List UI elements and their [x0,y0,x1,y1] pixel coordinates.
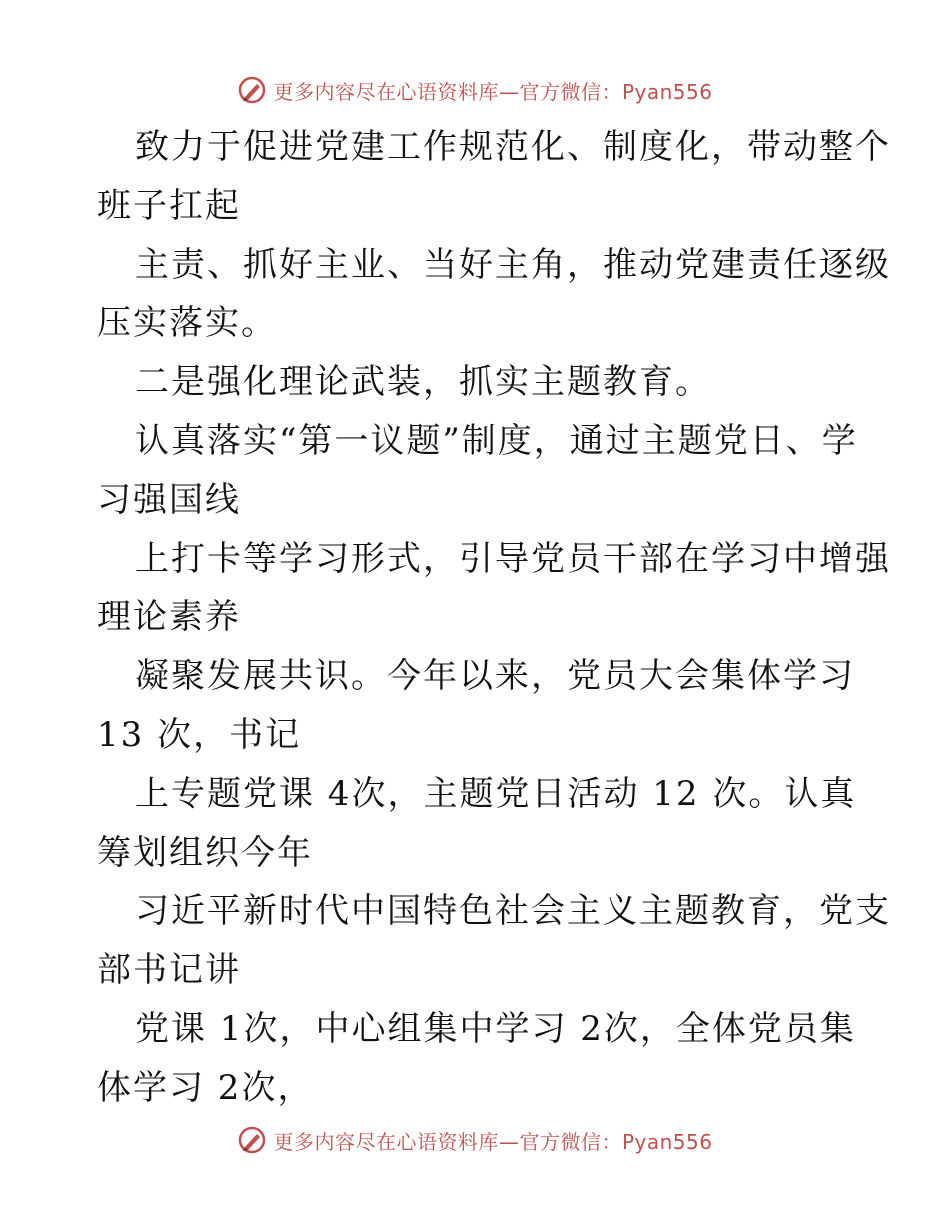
text-line: 上打卡等学习形式，引导党员干部在学习中增强 [135,538,891,579]
footer-site-name: 更多内容尽在心语资料库— [273,1129,520,1154]
text-line: 筹划组织今年 [97,832,313,873]
text-line: 认真落实“第一议题”制度，通过主题党日、学 [135,420,858,461]
text-line: 习近平新时代中国特色社会主义主题教育，党支 [135,891,891,932]
header-banner [0,70,950,110]
document-body [97,118,891,1118]
pen-logo-icon [237,75,267,105]
text-line: 习强国线 [97,479,241,520]
text-line: 13 次，书记 [97,714,302,755]
text-line: 班子扛起 [97,185,241,226]
text-line: 理论素养 [97,597,241,638]
text-line: 主责、抓好主业、当好主角，推动党建责任逐级 [135,244,891,285]
header-site-name: 更多内容尽在心语资料库— [273,79,520,104]
text-line: 凝聚发展共识。今年以来，党员大会集体学习 [135,656,855,697]
text-line: 压实落实。 [97,303,277,344]
text-line: 致力于促进党建工作规范化、制度化，带动整个 [135,127,891,167]
footer-contact: 官方微信：Pyan556 [519,1129,713,1154]
footer-banner-text [273,1126,712,1155]
pen-logo-icon [237,1125,267,1155]
text-line: 上专题党课 4次，主题党日活动 12 次。认真 [135,773,857,814]
text-line: 部书记讲 [97,950,241,991]
text-line: 二是强化理论武装，抓实主题教育。 [135,362,711,403]
header-banner-text [273,76,712,105]
text-line: 党课 1次，中心组集中学习 2次，全体党员集 [135,1008,856,1049]
text-line: 体学习 2次， [97,1067,314,1108]
header-contact: 官方微信：Pyan556 [519,79,713,104]
footer-banner [0,1120,950,1160]
